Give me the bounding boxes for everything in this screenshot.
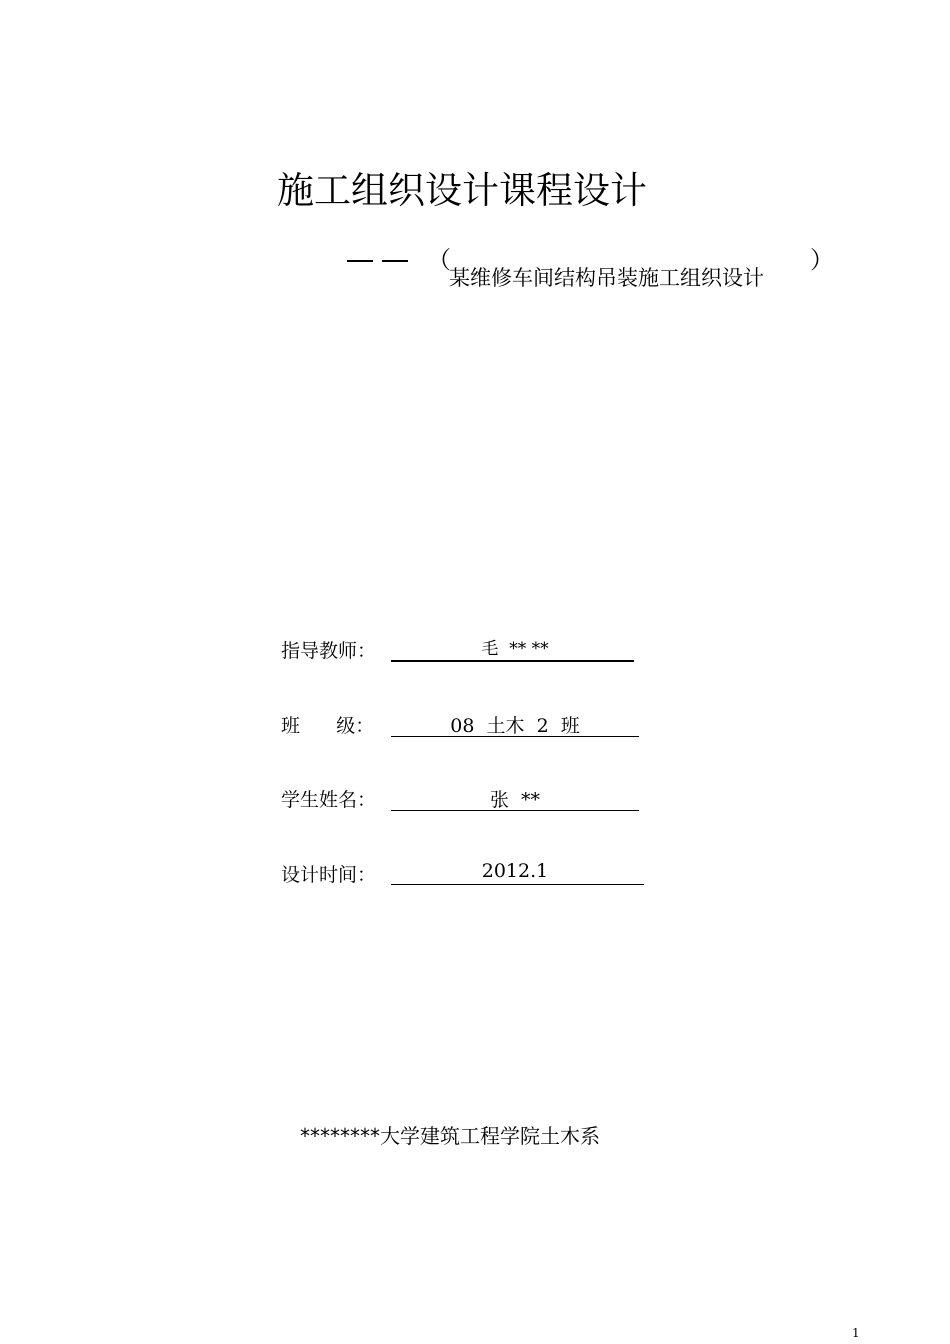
page-number: 1 — [852, 1326, 860, 1340]
document-title: 施工组织设计课程设计 — [277, 169, 647, 212]
subtitle-dash — [347, 260, 373, 262]
subtitle-close-paren: ） — [810, 246, 834, 274]
subtitle-dash — [382, 260, 408, 262]
field-underline — [391, 810, 639, 811]
field-label: 学生姓名： — [281, 789, 377, 811]
field-underline — [391, 736, 639, 737]
field-label: 班 级： — [281, 715, 375, 737]
field-underline — [391, 884, 644, 885]
field-row-student-name — [281, 785, 661, 825]
field-row-advisor — [281, 636, 661, 676]
field-value: 2012.1 — [481, 860, 549, 882]
field-row-class — [281, 711, 661, 751]
field-row-design-date — [281, 860, 661, 900]
subtitle-text: 某维修车间结构吊装施工组织设计 — [449, 266, 764, 290]
field-label: 指导教师： — [281, 640, 377, 662]
institution-footer: ********大学建筑工程学院土木系 — [300, 1124, 600, 1148]
field-value: 毛 ** ** — [481, 639, 549, 659]
subtitle-open-paren: （ — [427, 246, 451, 274]
field-value: 张 ** — [489, 789, 541, 811]
field-label: 设计时间： — [281, 864, 377, 886]
field-value: 08 土木 2 班 — [450, 715, 580, 737]
field-underline — [391, 660, 634, 662]
